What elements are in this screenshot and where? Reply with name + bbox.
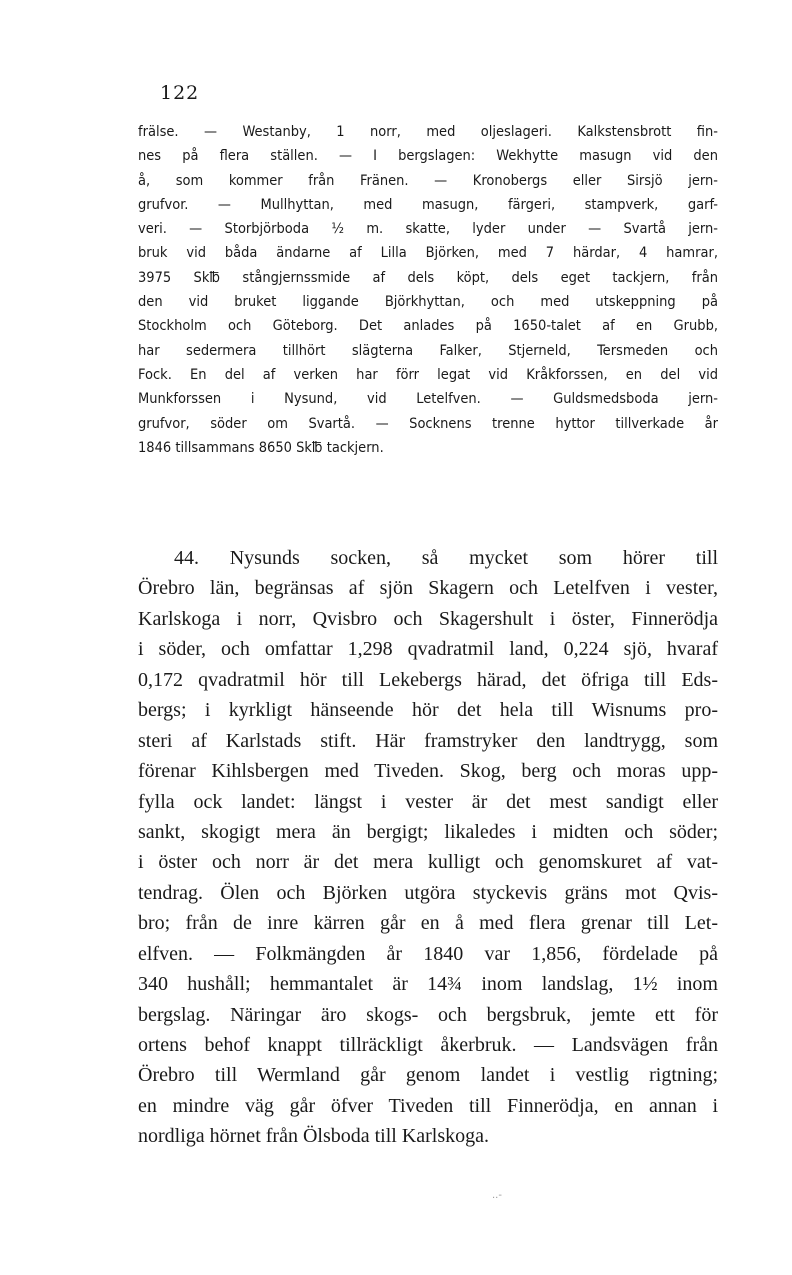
printer-mark: ..-: [492, 1190, 502, 1201]
text-line: Fock. En del af verken har förr legat vid Kråkforssen, en del vid: [138, 366, 718, 383]
text-line: elfven. — Folkmängden år 1840 var 1,856, fördelade på: [138, 942, 718, 965]
text-line: bruk vid båda ändarne af Lilla Björken, med 7 härdar, 4 hamrar,: [138, 245, 718, 262]
text-line: har sedermera tillhört slägterna Falker, Stjerneld, Tersmeden och: [138, 342, 718, 359]
text-line: den vid bruket liggande Björkhyttan, och med utskeppning på: [138, 294, 718, 311]
text-line: ortens behof knappt tillräckligt åkerbruk. — Landsvägen från: [138, 1034, 718, 1056]
text-line: Örebro till Wermland går genom landet i vestlig rigtning;: [138, 1064, 718, 1087]
text-line: steri af Karlstads stift. Här framstryker den landtrygg, som: [138, 729, 718, 752]
text-line: 1846 tillsammans 8650 Sk℔ tackjern.: [138, 439, 384, 456]
text-line: förenar Kihlsbergen med Tiveden. Skog, berg och moras upp-: [138, 760, 718, 783]
section-heading-line: 44. Nysunds socken, så mycket som hörer till: [174, 547, 718, 569]
text-line: en mindre väg går öfver Tiveden till Finnerödja, en annan i: [138, 1094, 718, 1117]
text-line: bro; från de inre kärren går en å med flera grenar till Let-: [138, 912, 718, 935]
text-line: bergslag. Näringar äro skogs- och bergsbruk, jemte ett för: [138, 1003, 718, 1026]
text-line: bergs; i kyrkligt hänseende hör det hela till Wisnums pro-: [138, 699, 718, 722]
nysund-parish-section: [138, 543, 718, 1152]
text-line: fylla ock landet: längst i vester är det mest sandigt eller: [138, 790, 718, 813]
text-line: nes på flera ställen. — I bergslagen: Wekhytte masugn vid den: [138, 148, 718, 165]
text-line: Karlskoga i norr, Qvisbro och Skagershult i öster, Finnerödja: [138, 607, 718, 630]
text-line: å, som kommer från Fränen. — Kronobergs eller Sirsjö jern-: [138, 172, 718, 189]
text-line: nordliga hörnet från Ölsboda till Karlskoga.: [138, 1125, 490, 1148]
small-print-paragraph: [138, 120, 718, 460]
text-line: veri. — Storbjörboda ½ m. skatte, lyder under — Svartå jern-: [138, 221, 718, 238]
text-line: 0,172 qvadratmil hör till Lekebergs härad, det öfriga till Eds-: [138, 668, 718, 691]
text-line: grufvor. — Mullhyttan, med masugn, färgeri, stampverk, garf-: [138, 196, 718, 213]
text-line: i söder, och omfattar 1,298 qvadratmil land, 0,224 sjö, hvaraf: [138, 638, 718, 661]
text-line: Munkforssen i Nysund, vid Letelfven. — Guldsmedsboda jern-: [138, 391, 718, 408]
text-line: Örebro län, begränsas af sjön Skagern och Letelfven i vester,: [138, 577, 718, 600]
text-line: sankt, skogigt mera än bergigt; likaledes i midten och söder;: [138, 820, 718, 843]
page-number: 122: [160, 82, 200, 104]
text-line: frälse. — Westanby, 1 norr, med oljeslageri. Kalkstensbrott fin-: [138, 124, 718, 140]
text-line: tendrag. Ölen och Björken utgöra styckevis gräns mot Qvis-: [138, 881, 718, 904]
text-line: grufvor, söder om Svartå. — Socknens trenne hyttor tillverkade år: [138, 415, 718, 432]
text-line: 340 hushåll; hemmantalet är 14¾ inom landslag, 1½ inom: [138, 973, 718, 996]
text-line: i öster och norr är det mera kulligt och genomskuret af vat-: [138, 851, 718, 874]
text-line: 3975 Sk℔ stångjernssmide af dels köpt, dels eget tackjern, från: [138, 269, 718, 286]
text-line: Stockholm och Göteborg. Det anlades på 1650-talet af en Grubb,: [138, 318, 718, 335]
